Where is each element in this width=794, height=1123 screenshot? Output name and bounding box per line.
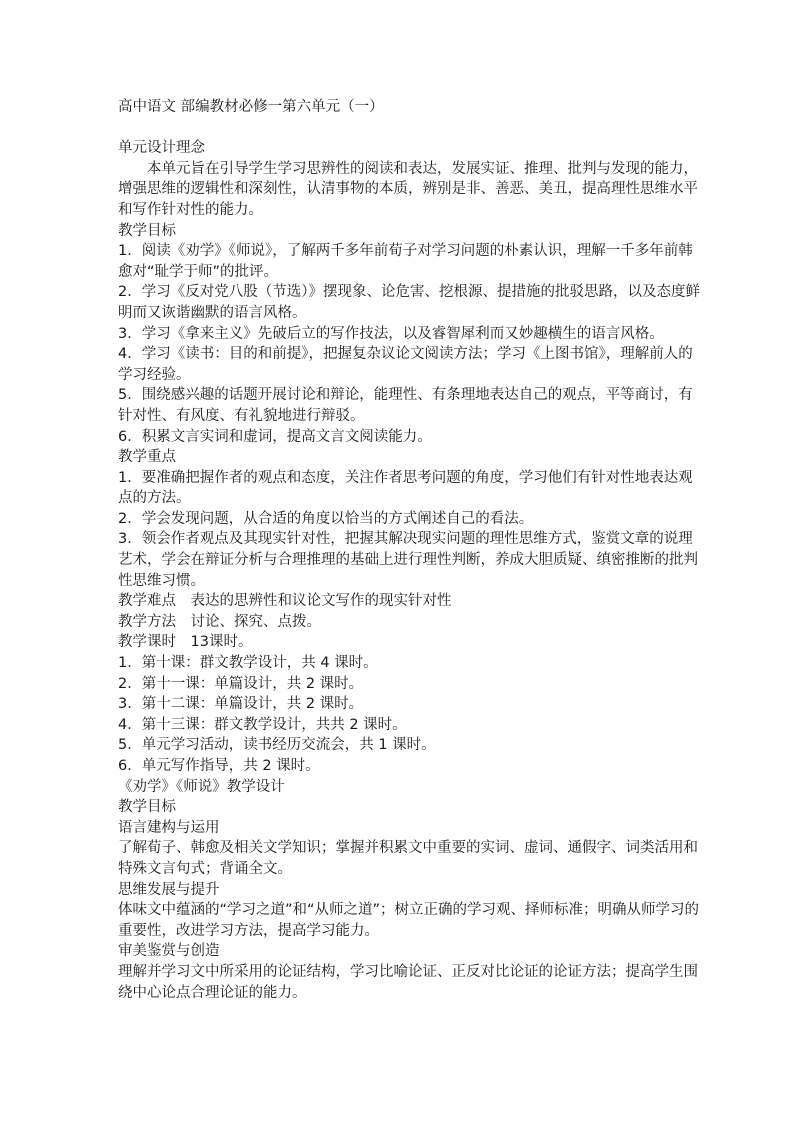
document-page — [118, 97, 700, 1003]
list-item-continued: 愈对“耻学于师”的批评。 — [118, 263, 279, 280]
list-item: 6．积累文言实词和虚词，提高文言文阅读能力。 — [118, 428, 432, 445]
list-item: 3．第十二课：单篇设计，共 2 课时。 — [118, 696, 364, 713]
subheading-aesthetics: 审美鉴赏与创造 — [118, 943, 220, 960]
list-item: 3．学习《拿来主义》先破后立的写作技法，以及睿智犀利而又妙趣横生的语言风格。 — [118, 325, 664, 342]
list-item: 4．第十三课：群文教学设计，共共 2 课时。 — [118, 716, 407, 733]
list-item: 1．第十课：群文教学设计，共 4 课时。 — [118, 655, 378, 672]
subheading-language: 语言建构与运用 — [118, 819, 220, 836]
list-item-continued: 艺术，学会在辩证分析与合理推理的基础上进行理性判断，养成大胆质疑、缜密推断的批判 — [118, 552, 698, 569]
paragraph-line: 特殊文言句式；背诵全文。 — [118, 860, 292, 877]
teaching-method: 教学方法 讨论、探究、点拨。 — [118, 613, 321, 630]
section-heading-lesson-design: 《劝学》《师说》教学设计 — [118, 778, 285, 795]
paragraph-line: 理解并学习文中所采用的论证结构，学习比喻论证、正反对比论证的论证方法；提高学生围 — [118, 963, 698, 980]
document-title: 高中语文 部编教材必修一第六单元（一） — [118, 99, 384, 115]
paragraph-line: 和写作针对性的能力。 — [118, 201, 263, 218]
subheading-teaching-goals: 教学目标 — [118, 799, 176, 816]
list-item: 6．单元写作指导，共 2 课时。 — [118, 758, 320, 774]
list-item: 5．单元学习活动，读书经历交流会，共 1 课时。 — [118, 737, 436, 754]
section-heading-teaching-goals: 教学目标 — [118, 222, 176, 239]
list-item: 1．阅读《劝学》《师说》，了解两千多年前荀子对学习问题的朴素认识，理解一千多年前韩 — [118, 243, 693, 260]
section-heading-key-points: 教学重点 — [118, 449, 176, 466]
paragraph-line: 增强思维的逻辑性和深刻性，认清事物的本质，辨别是非、善恶、美丑，提高理性思维水平 — [118, 181, 698, 198]
list-item-continued: 学习经验。 — [118, 366, 191, 383]
teaching-hours: 教学课时 13课时。 — [118, 634, 253, 651]
teaching-difficulty: 教学难点 表达的思辨性和议论文写作的现实针对性 — [118, 593, 452, 610]
list-item: 3．领会作者观点及其现实针对性，把握其解决现实问题的理性思维方式，鉴赏文章的说理 — [118, 531, 693, 548]
section-heading-design-concept: 单元设计理念 — [118, 140, 205, 157]
list-item: 2．学习《反对党八股（节选）》摆现象、论危害、挖根源、提措施的批驳思路，以及态度鲜 — [118, 284, 700, 301]
paragraph-line: 绕中心论点合理论证的能力。 — [118, 984, 307, 1001]
list-item: 4．学习《读书：目的和前提》，把握复杂议论文阅读方法；学习《上图书馆》，理解前人的 — [118, 346, 693, 363]
paragraph-line: 体味文中蕴涵的“学习之道”和“从师之道”；树立正确的学习观、择师标准；明确从师学习的 — [118, 902, 700, 919]
list-item-continued: 性思维习惯。 — [118, 572, 205, 589]
list-item: 2．学会发现问题，从合适的角度以恰当的方式阐述自己的看法。 — [118, 510, 534, 527]
paragraph-line: 本单元旨在引导学生学习思辨性的阅读和表达，发展实证、推理、批判与发现的能力， — [147, 160, 698, 177]
paragraph-line: 了解荀子、韩愈及相关文学知识；掌握并积累文中重要的实词、虚词、通假字、词类活用和 — [118, 840, 698, 857]
list-item: 1．要准确把握作者的观点和态度，关注作者思考问题的角度，学习他们有针对性地表达观 — [118, 469, 693, 486]
list-item-continued: 明而又诙谐幽默的语言风格。 — [118, 304, 307, 321]
paragraph-line: 重要性，改进学习方法，提高学习能力。 — [118, 922, 379, 939]
list-item-continued: 点的方法。 — [118, 490, 191, 507]
list-item-continued: 针对性、有风度、有礼貌地进行辩驳。 — [118, 407, 365, 424]
list-item: 5．围绕感兴趣的话题开展讨论和辩论，能理性、有条理地表达自己的观点，平等商讨，有 — [118, 387, 693, 404]
list-item: 2．第十一课：单篇设计，共 2 课时。 — [118, 675, 364, 692]
subheading-thinking: 思维发展与提升 — [118, 881, 220, 898]
